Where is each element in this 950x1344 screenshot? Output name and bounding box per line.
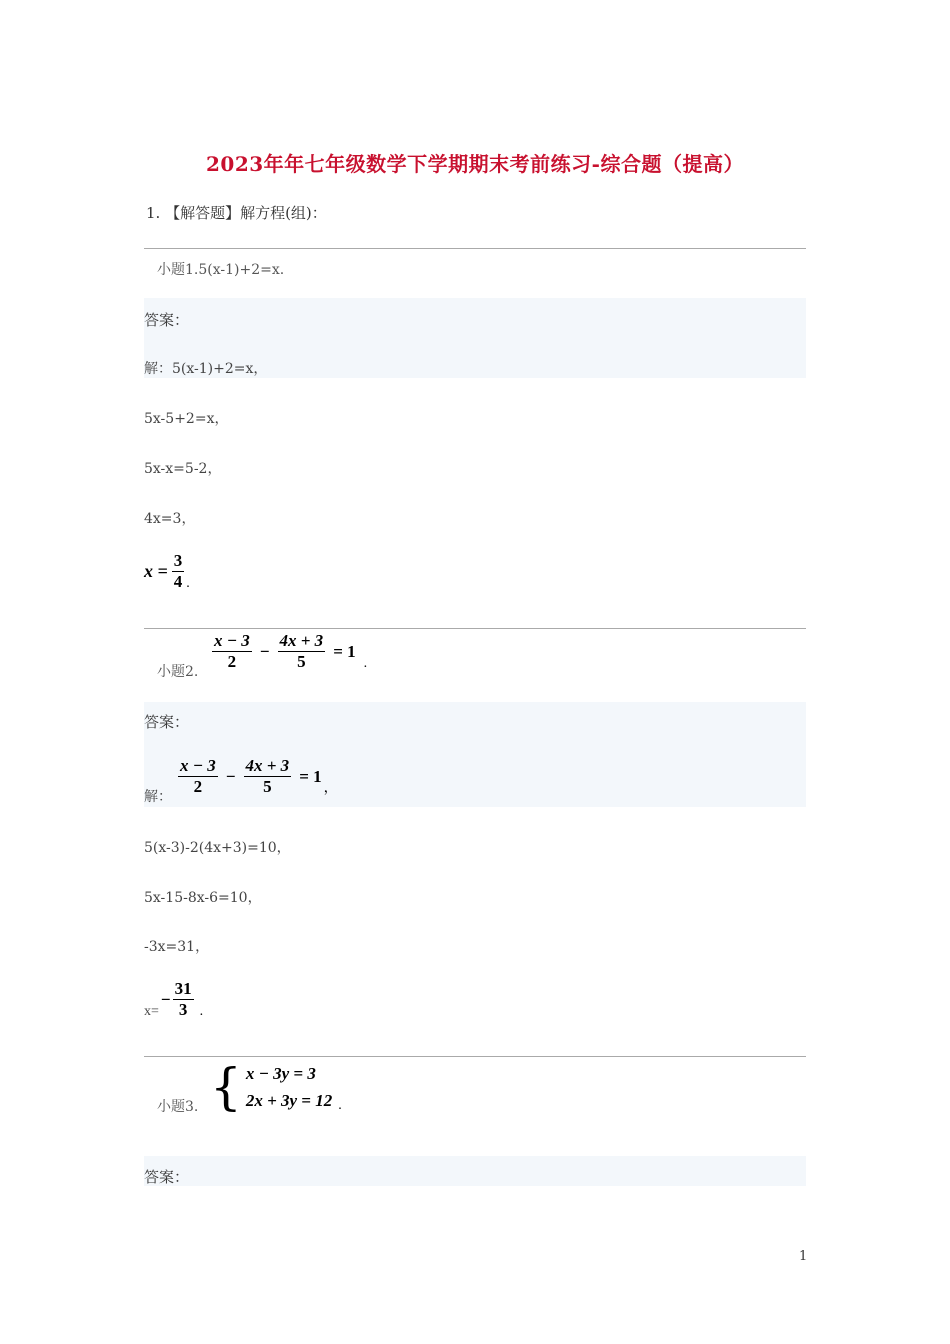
sub2-final-answer — [144, 979, 203, 1020]
sub3-equation-system — [210, 1060, 342, 1114]
sub2-fraction-2 — [244, 756, 292, 797]
fraction-denominator: 4 — [173, 572, 183, 591]
sub2-prompt-equation — [212, 631, 367, 672]
sub2-final-fraction — [173, 979, 194, 1020]
answer-label: 答案： — [144, 1168, 190, 1186]
sub2-fraction-1 — [178, 756, 218, 797]
answer-label: 答案： — [144, 311, 190, 329]
fraction-denominator: 5 — [297, 652, 306, 671]
sub1-step-1: 解：5(x-1)+2=x， — [144, 361, 268, 377]
divider — [144, 248, 806, 249]
sub2-fraction-1 — [212, 631, 252, 672]
answer-block — [144, 1156, 806, 1186]
left-brace: { — [210, 1058, 242, 1116]
question-heading: 1. 【解答题】解方程(组)： — [146, 204, 327, 222]
equation-list — [246, 1060, 332, 1114]
minus-sign: − — [160, 989, 171, 1009]
divider — [144, 628, 806, 629]
fraction-numerator: 3 — [173, 551, 183, 570]
sub1-final-tail: . — [186, 576, 190, 591]
sub1-step-4: 4x=3， — [144, 511, 196, 527]
sub2-step-1: 5(x-3)-2(4x+3)=10， — [144, 840, 291, 856]
fraction-denominator: 3 — [178, 1000, 188, 1019]
divider — [144, 1056, 806, 1057]
fraction-numerator: 4x + 3 — [245, 756, 290, 775]
fraction-denominator: 2 — [227, 652, 237, 671]
sub2-step-2: 5x-15-8x-6=10， — [144, 890, 262, 906]
sub2-final-lhs: x= — [144, 1004, 159, 1019]
sub2-prompt-tail: . — [363, 656, 368, 671]
sub1-final-lhs: x = — [144, 561, 168, 581]
sub1-step-3: 5x-x=5-2， — [144, 461, 222, 477]
sub2-fraction-2 — [278, 631, 326, 672]
sub3-prompt-tail: . — [338, 1098, 342, 1113]
sub2-answer-equation — [178, 756, 338, 797]
document-title: 2023年年七年级数学下学期期末考前练习-综合题（提高） — [206, 152, 744, 176]
equation-rhs: = 1 — [299, 766, 322, 786]
fraction-denominator: 5 — [263, 777, 272, 796]
minus-sign: − — [225, 766, 236, 786]
sub1-step-2: 5x-5+2=x， — [144, 411, 229, 427]
equation-2: 2x + 3y = 12 — [245, 1091, 333, 1110]
fraction-numerator: x − 3 — [180, 756, 216, 775]
fraction-denominator: 2 — [193, 777, 203, 796]
sub1-final-fraction — [172, 551, 185, 592]
sub2-answer-tail: ， — [323, 781, 338, 796]
equation-1: x − 3y = 3 — [245, 1064, 316, 1083]
sub1-final-answer — [144, 551, 190, 592]
answer-label: 答案： — [144, 713, 190, 731]
minus-sign: − — [259, 641, 270, 661]
equation-rhs: = 1 — [333, 641, 356, 661]
sub2-final-tail: . — [199, 1004, 204, 1019]
sub2-answer-prefix: 解： — [144, 789, 172, 805]
sub2-step-3: -3x=31， — [144, 939, 210, 955]
page-number: 1 — [799, 1249, 808, 1264]
sub3-prompt-label: 小题3. — [157, 1099, 199, 1115]
fraction-numerator: 4x + 3 — [279, 631, 324, 650]
fraction-numerator: x − 3 — [214, 631, 250, 650]
fraction-numerator: 31 — [174, 979, 192, 998]
sub2-prompt-label: 小题2. — [157, 664, 199, 680]
sub1-prompt: 小题1.5(x-1)+2=x. — [157, 262, 285, 278]
